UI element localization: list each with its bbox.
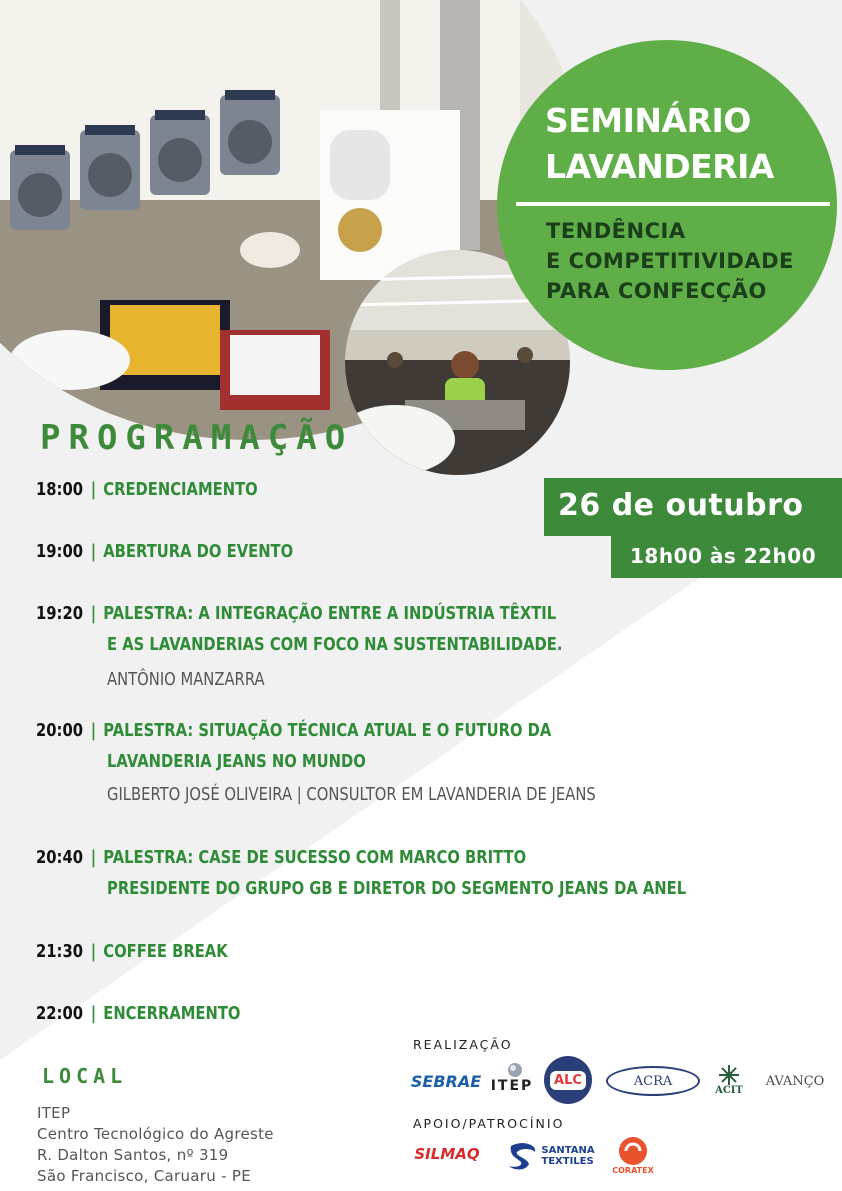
acit-logo [706, 1060, 752, 1100]
schedule-time: 19:20 [36, 603, 83, 624]
event-subtitle-line1: TENDÊNCIA [546, 219, 686, 243]
avanco-logo [762, 1066, 828, 1096]
schedule-separator: | [90, 541, 97, 562]
schedule-time: 19:00 [36, 541, 83, 562]
schedule-time: 18:00 [36, 479, 83, 500]
schedule-title-continued: PRESIDENTE DO GRUPO GB E DIRETOR DO SEGMENTO JEANS DA ANEL [107, 878, 687, 899]
title-divider [516, 202, 830, 206]
schedule-time: 22:00 [36, 1003, 83, 1024]
schedule-title: PALESTRA: A INTEGRAÇÃO ENTRE A INDÚSTRIA TÊXTIL [103, 603, 557, 624]
alc-logo-text: ALC [550, 1071, 586, 1090]
acra-logo-text: ACRA [633, 1073, 673, 1089]
schedule-item [36, 937, 228, 967]
avanco-logo-text: AVANÇO [765, 1073, 825, 1089]
schedule-separator: | [90, 720, 97, 741]
itep-logo [487, 1060, 537, 1096]
schedule-item [36, 999, 240, 1029]
schedule-time: 21:30 [36, 941, 83, 962]
acit-logo-text: ACIT [715, 1084, 743, 1096]
schedule-item [36, 843, 526, 873]
silmaq-logo [412, 1140, 482, 1168]
event-subtitle-line2: E COMPETITIVIDADE [546, 249, 794, 273]
schedule-title: ABERTURA DO EVENTO [103, 541, 294, 562]
schedule-item [36, 716, 551, 746]
schedule-separator: | [90, 479, 97, 500]
schedule-time: 20:00 [36, 720, 83, 741]
coratex-logo [610, 1132, 656, 1178]
schedule-title-continued: E AS LAVANDERIAS COM FOCO NA SUSTENTABILIDADE. [107, 634, 563, 655]
schedule-separator: | [90, 603, 97, 624]
santana-swoosh-icon [507, 1140, 539, 1172]
coratex-circle-icon [618, 1136, 648, 1166]
itep-globe-icon [501, 1062, 523, 1078]
event-title-line2: LAVANDERIA [545, 147, 774, 186]
santana-textiles-logo [505, 1138, 597, 1174]
schedule-separator: | [90, 1003, 97, 1024]
coratex-logo-text: CORATEX [612, 1165, 654, 1175]
schedule-time: 20:40 [36, 847, 83, 868]
programacao-title: PROGRAMAÇÃO [40, 418, 354, 458]
sebrae-logo-text: SEBRAE [410, 1071, 482, 1091]
schedule-item [36, 537, 293, 567]
event-date: 26 de outubro [558, 488, 804, 523]
schedule-separator: | [90, 847, 97, 868]
schedule-separator: | [90, 941, 97, 962]
alc-logo [544, 1056, 592, 1104]
address-line: São Francisco, Caruaru - PE [37, 1167, 252, 1185]
textiles-logo-text: TEXTILES [541, 1156, 594, 1167]
address-line: ITEP [37, 1104, 71, 1122]
schedule-title: PALESTRA: CASE DE SUCESSO COM MARCO BRITTO [103, 847, 527, 868]
santana-text-block [541, 1145, 594, 1167]
schedule-speaker: ANTÔNIO MANZARRA [107, 669, 265, 690]
sebrae-logo [410, 1066, 482, 1096]
schedule-item [36, 475, 258, 505]
itep-logo-text: ITEP [490, 1078, 534, 1094]
event-subtitle-line3: PARA CONFECÇÃO [546, 279, 767, 303]
schedule-title-continued: LAVANDERIA JEANS NO MUNDO [107, 751, 366, 772]
address-line: Centro Tecnológico do Agreste [37, 1125, 274, 1143]
schedule-item [36, 599, 556, 629]
acit-star-icon [716, 1065, 742, 1085]
acra-logo [606, 1066, 700, 1096]
silmaq-logo-text: SILMAQ [414, 1145, 480, 1163]
event-time: 18h00 às 22h00 [630, 544, 817, 568]
local-title: LOCAL [42, 1064, 128, 1088]
apoio-label: APOIO/PATROCÍNIO [413, 1116, 565, 1131]
schedule-title: ENCERRAMENTO [103, 1003, 241, 1024]
schedule-speaker: GILBERTO JOSÉ OLIVEIRA | CONSULTOR EM LAVANDERIA DE JEANS [107, 784, 596, 805]
schedule-title: CREDENCIAMENTO [103, 479, 258, 500]
schedule-title: COFFEE BREAK [103, 941, 228, 962]
schedule-title: PALESTRA: SITUAÇÃO TÉCNICA ATUAL E O FUTURO DA [103, 720, 552, 741]
santana-logo-text: SANTANA [541, 1145, 595, 1156]
realizacao-label: REALIZAÇÃO [413, 1037, 513, 1052]
event-title-line1: SEMINÁRIO [545, 101, 751, 140]
address-line: R. Dalton Santos, nº 319 [37, 1146, 229, 1164]
